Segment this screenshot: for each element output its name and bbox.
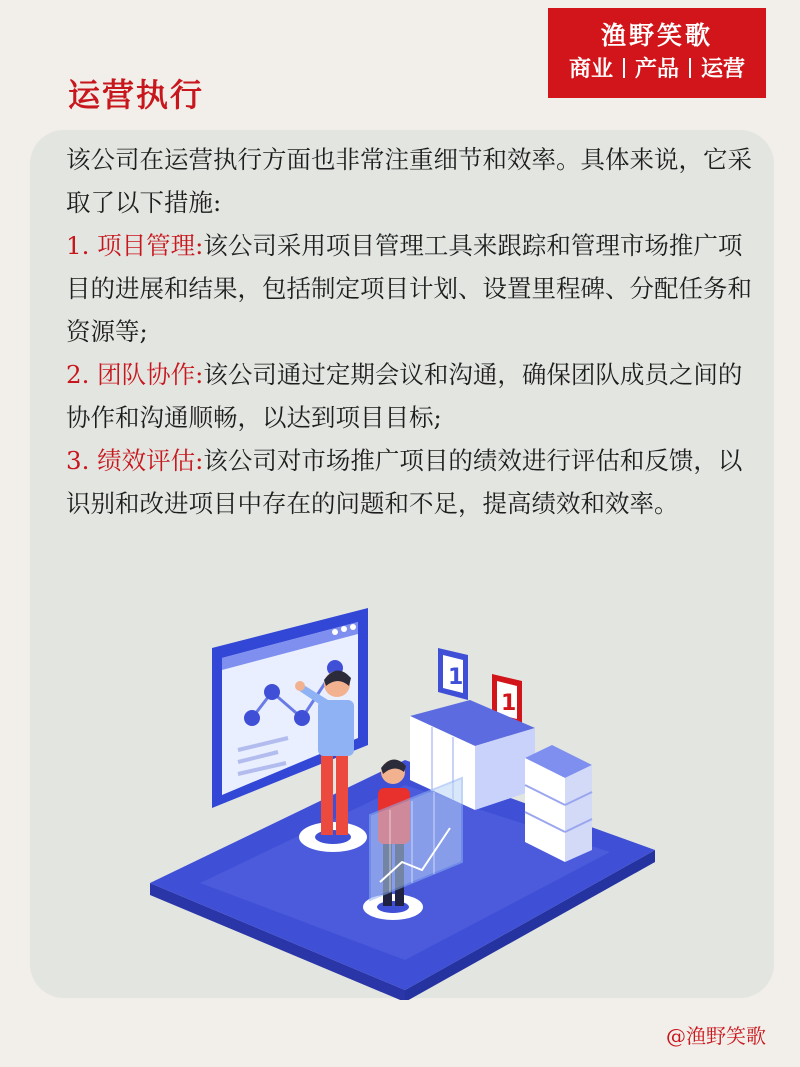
brand-name: 渔野笑歌: [600, 21, 713, 50]
document-stack: [525, 745, 592, 862]
brand-tag-operations: 运营: [701, 57, 746, 82]
brand-tag-business: 商业: [568, 57, 613, 82]
item-text: 该公司通过定期会议和沟通，确保团队成员之间的协作和沟通顺畅，以达到项目目标;: [66, 360, 743, 432]
teamwork-illustration: [140, 600, 660, 1000]
item-label: 3. 绩效评估:: [66, 446, 204, 475]
intro-paragraph: 该公司在运营执行方面也非常注重细节和效率。具体来说，它采取了以下措施:: [66, 145, 752, 217]
item-text: 该公司采用项目管理工具来跟踪和管理市场推广项目的进展和结果，包括制定项目计划、设置里程碑、分配任务和资源等;: [66, 231, 752, 346]
brand-tag-product: 产品: [634, 57, 679, 82]
body-text: [66, 138, 756, 525]
number-board-1: [438, 648, 468, 700]
brand-badge: [548, 8, 766, 98]
board-2-digit: 1: [501, 691, 517, 716]
item-label: 1. 项目管理:: [66, 231, 204, 260]
section-title: 运营执行: [68, 76, 205, 114]
item-team-collaboration: [66, 353, 756, 439]
item-project-management: [66, 224, 756, 353]
item-label: 2. 团队协作:: [66, 360, 204, 389]
watermark: @渔野笑歌: [666, 1024, 766, 1048]
tag-divider: [689, 58, 691, 78]
item-text: 该公司对市场推广项目的绩效进行评估和反馈，以识别和改进项目中存在的问题和不足，提高绩效和效率。: [66, 446, 743, 518]
brand-tags: [569, 53, 745, 87]
tag-divider: [623, 58, 625, 78]
item-performance-evaluation: [66, 439, 756, 525]
board-1-digit: 1: [448, 665, 464, 690]
